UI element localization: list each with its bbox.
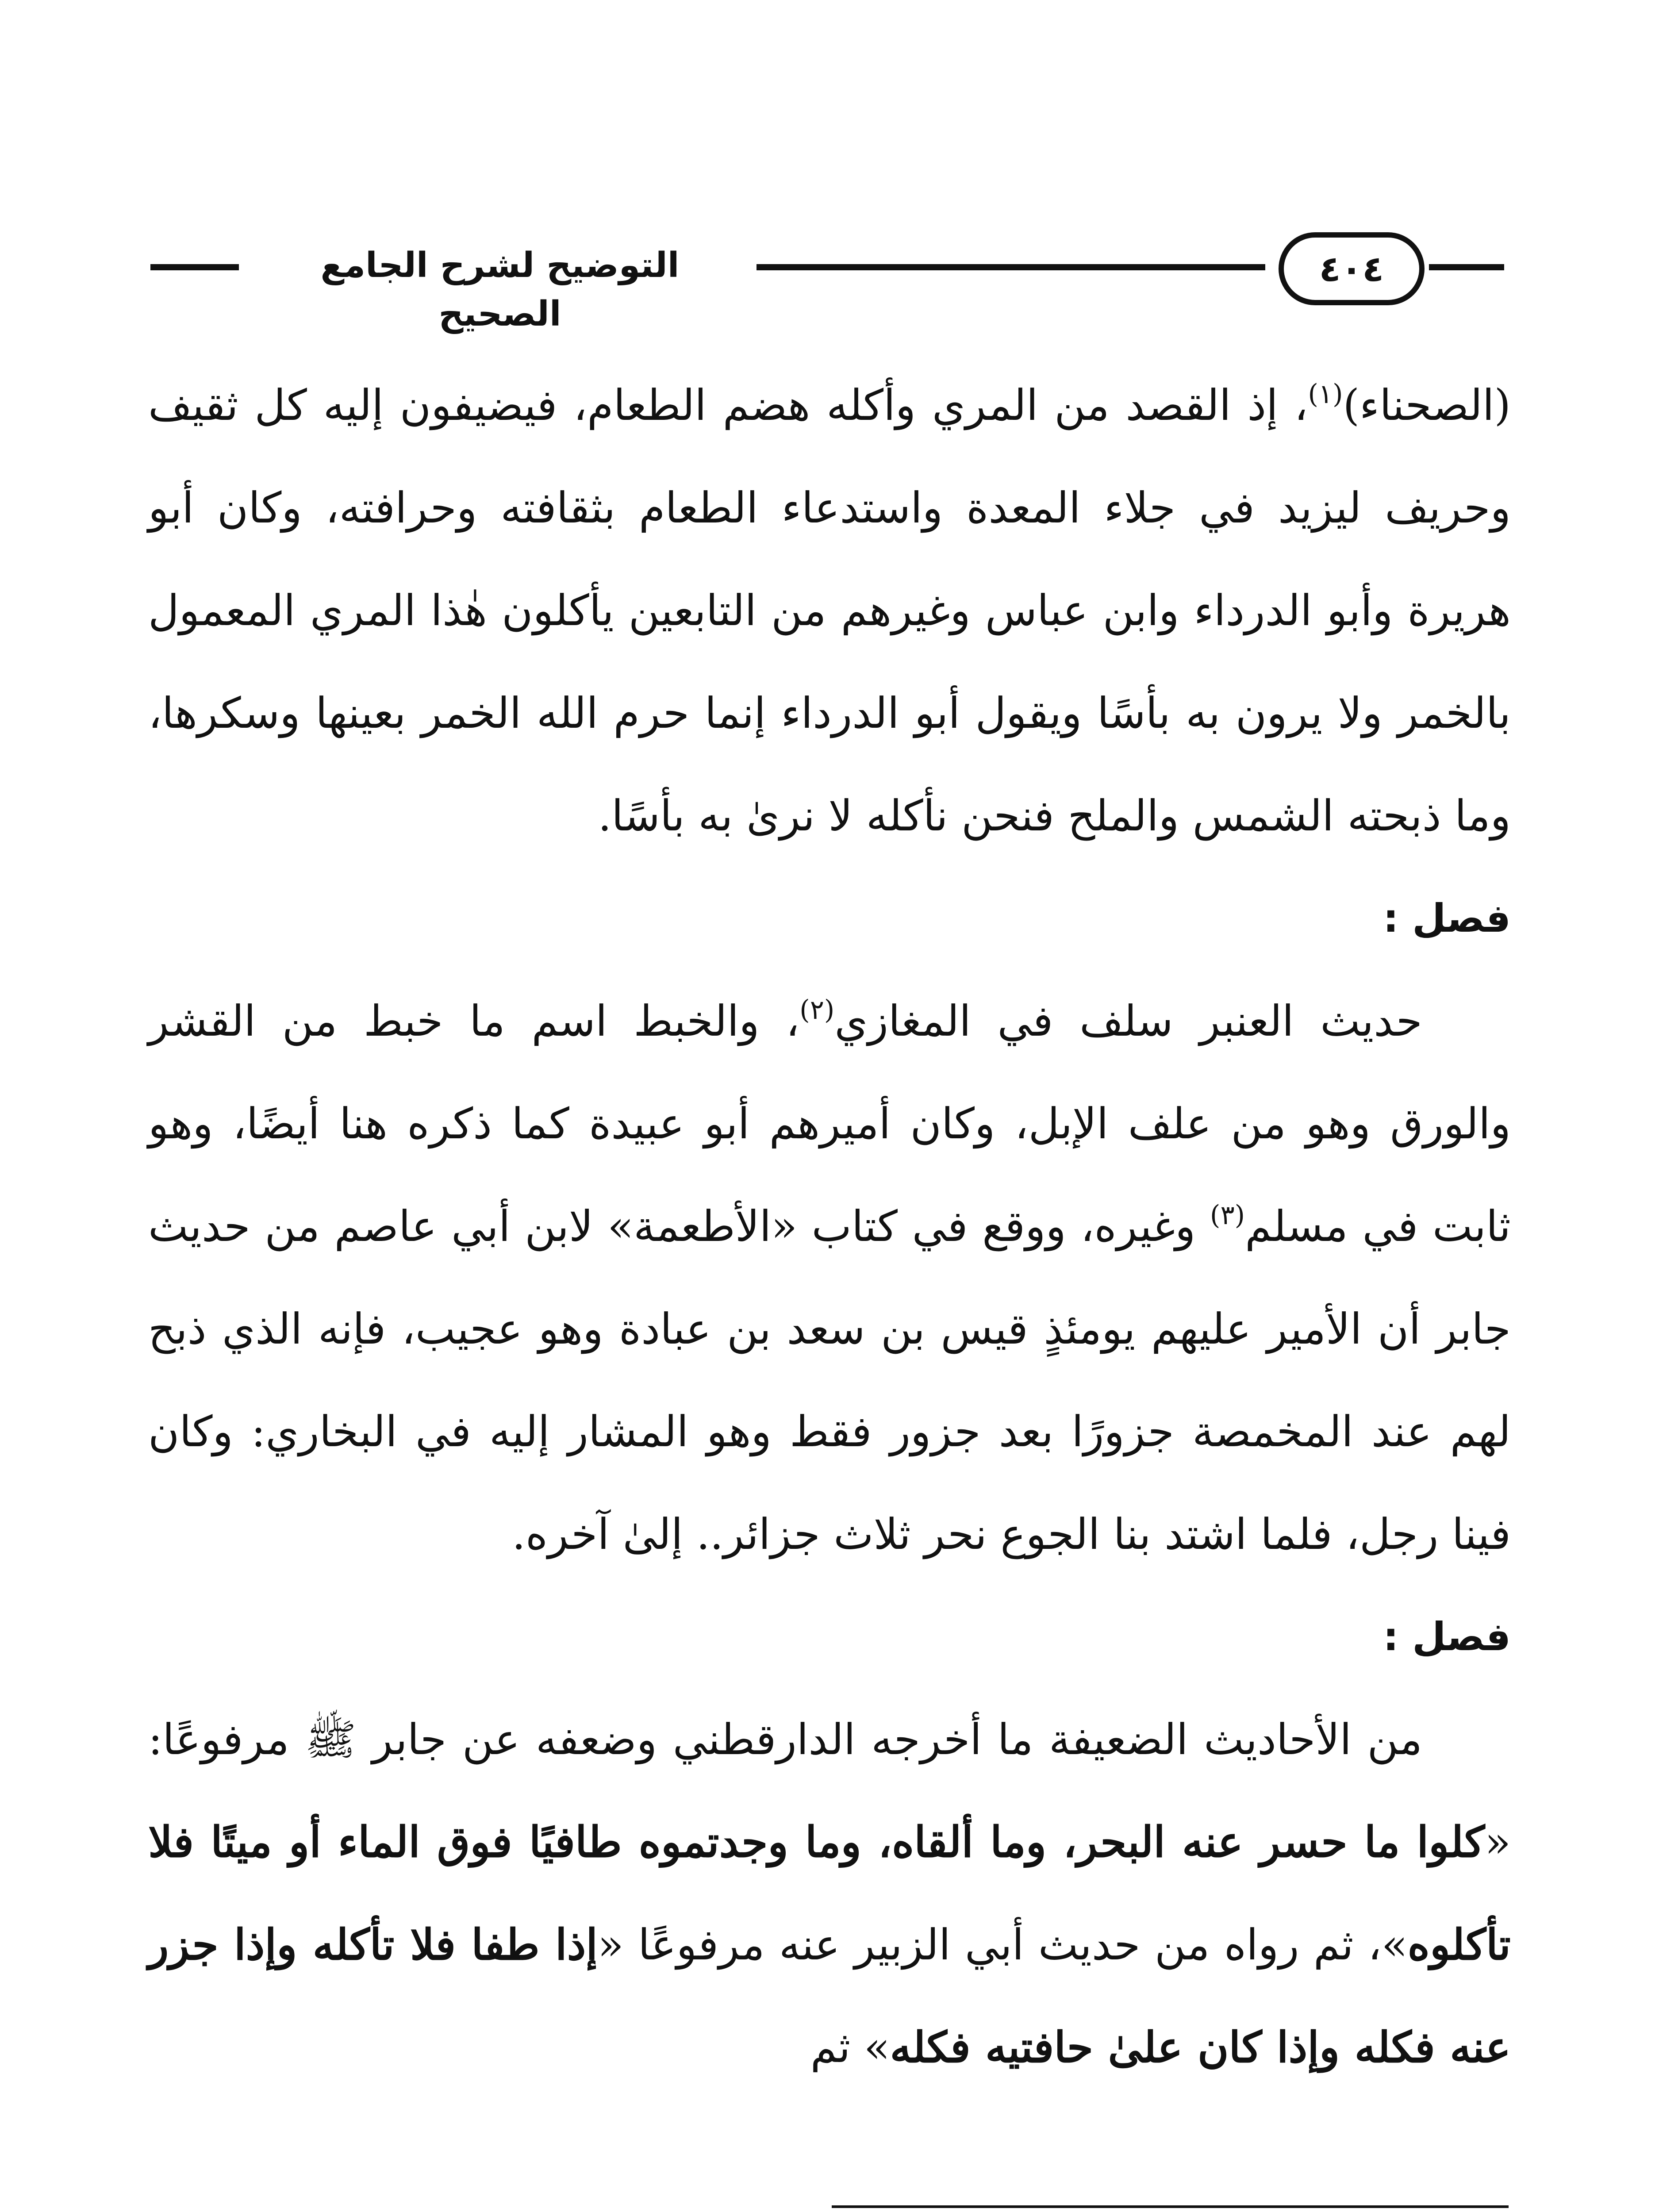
paragraph-3 bbox=[148, 1688, 1511, 2099]
page-header bbox=[146, 232, 1500, 334]
hadith-quote-1: كلوا ما حسر عنه البحر، وما ألقاه، وما وجدتموه طافيًا فوق الماء أو ميتًا فلا تأكلوه bbox=[148, 1817, 1511, 1970]
footnote-ref-2[interactable]: (٢) bbox=[799, 995, 835, 1025]
page-number-badge bbox=[1279, 232, 1425, 305]
paragraph-1-rest: ، إذ القصد من المري وأكله هضم الطعام، فيضيفون إليه كل ثقيف وحريف ليزيد في جلاء المعدة واستدعاء الطعام بثقافته وحرافته، وكان أبو هريرة وأبو الدرداء وابن عباس وغيرهم من التابعين يأكلون هٰذا المري المعمول بالخمر ولا يرون به بأسًا ويقول أبو الدرداء إنما حرم الله الخمر بعينها وسكرها، وما ذبحته الشمس والملح فنحن نأكله لا نرىٰ به بأسًا. bbox=[148, 380, 1511, 841]
header-rule-right bbox=[1429, 264, 1504, 270]
paragraph-3-end: » ثم bbox=[810, 2023, 890, 2072]
hadith-quote-2: إذا طفا فلا تأكله وإذا جزر عنه فكله وإذا كان علىٰ حافتيه فكله bbox=[148, 1920, 1511, 2072]
header-rule-middle bbox=[757, 264, 1265, 270]
footnote-ref-1[interactable]: (١) bbox=[1308, 379, 1343, 410]
paragraph-3-middle: »، ثم رواه من حديث أبي الزبير عنه مرفوعًا « bbox=[598, 1920, 1408, 1970]
paragraph-2-start: حديث العنبر سلف في المغازي bbox=[834, 996, 1423, 1046]
paragraph-2 bbox=[148, 970, 1511, 1586]
main-text bbox=[148, 354, 1511, 2099]
running-title: التوضيح لشرح الجامع الصحيح bbox=[320, 246, 680, 334]
page-number: ٤٠٤ bbox=[1319, 248, 1384, 289]
footnote-ref-3[interactable]: (٣) bbox=[1210, 1200, 1245, 1231]
section-title-1: فصل : bbox=[1383, 895, 1511, 941]
footnote-separator bbox=[832, 2205, 1509, 2208]
section-title-2: فصل : bbox=[1383, 1614, 1511, 1659]
paragraph-1-start: (الصحناء) bbox=[1343, 380, 1511, 430]
paragraph-3-intro: من الأحاديث الضعيفة ما أخرجه الدارقطني وضعفه عن جابر ﷺ مرفوعًا: « bbox=[148, 1715, 1511, 1867]
paragraph-1 bbox=[148, 354, 1511, 867]
paragraph-2-middle: ، والخبط اسم ما خبط من القشر والورق وهو من علف الإبل، وكان أميرهم أبو عبيدة كما ذكره هنا أيضًا، وهو ثابت في مسلم bbox=[148, 996, 1511, 1251]
header-rule-left bbox=[150, 264, 239, 270]
paragraph-2-rest: وغيره، ووقع في كتاب «الأطعمة» لابن أبي عاصم من حديث جابر أن الأمير عليهم يومئذٍ قيس بن سعد بن عبادة وهو عجيب، فإنه الذي ذبح لهم عند المخمصة جزورًا بعد جزور فقط وهو المشار إليه في البخاري: وكان فينا رجل، فلما اشتد بنا الجوع نحر ثلاث جزائر.. إلىٰ آخره. bbox=[148, 1202, 1511, 1559]
